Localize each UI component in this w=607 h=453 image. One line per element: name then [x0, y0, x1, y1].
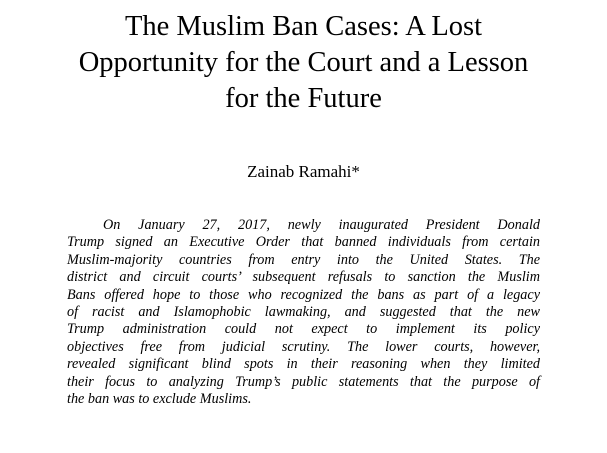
author-name: Zainab Ramahi* — [247, 162, 360, 181]
abstract-line: Trump signed an Executive Order that banned individuals from certain — [67, 234, 540, 251]
abstract-line: Bans offered hope to those who recognized the bans as part of a legacy — [67, 286, 540, 303]
abstract-line: district and circuit courts’ subsequent refusals to sanction the Muslim — [67, 269, 540, 286]
abstract-line: Trump administration could not expect to implement its policy — [67, 321, 540, 338]
abstract-line: the ban was to exclude Muslims. — [67, 390, 252, 407]
abstract-line: Muslim-majority countries from entry into the United States. The — [67, 251, 540, 268]
title-line: Opportunity for the Court and a Lesson — [78, 47, 529, 78]
abstract-line: revealed significant blind spots in their reasoning when they limited — [67, 356, 540, 373]
abstract-line: of racist and Islamophobic lawmaking, and suggested that the new — [67, 303, 540, 320]
title-line: for the Future — [225, 83, 382, 114]
abstract-line: On January 27, 2017, newly inaugurated President Donald — [103, 217, 540, 233]
abstract-line: objectives free from judicial scrutiny. The lower courts, however, — [67, 338, 540, 355]
title-line: The Muslim Ban Cases: A Lost — [124, 11, 483, 42]
abstract-paragraph — [67, 217, 540, 408]
paper-title — [20, 9, 587, 117]
abstract-line: their focus to analyzing Trump’s public statements that the purpose of — [67, 373, 540, 390]
